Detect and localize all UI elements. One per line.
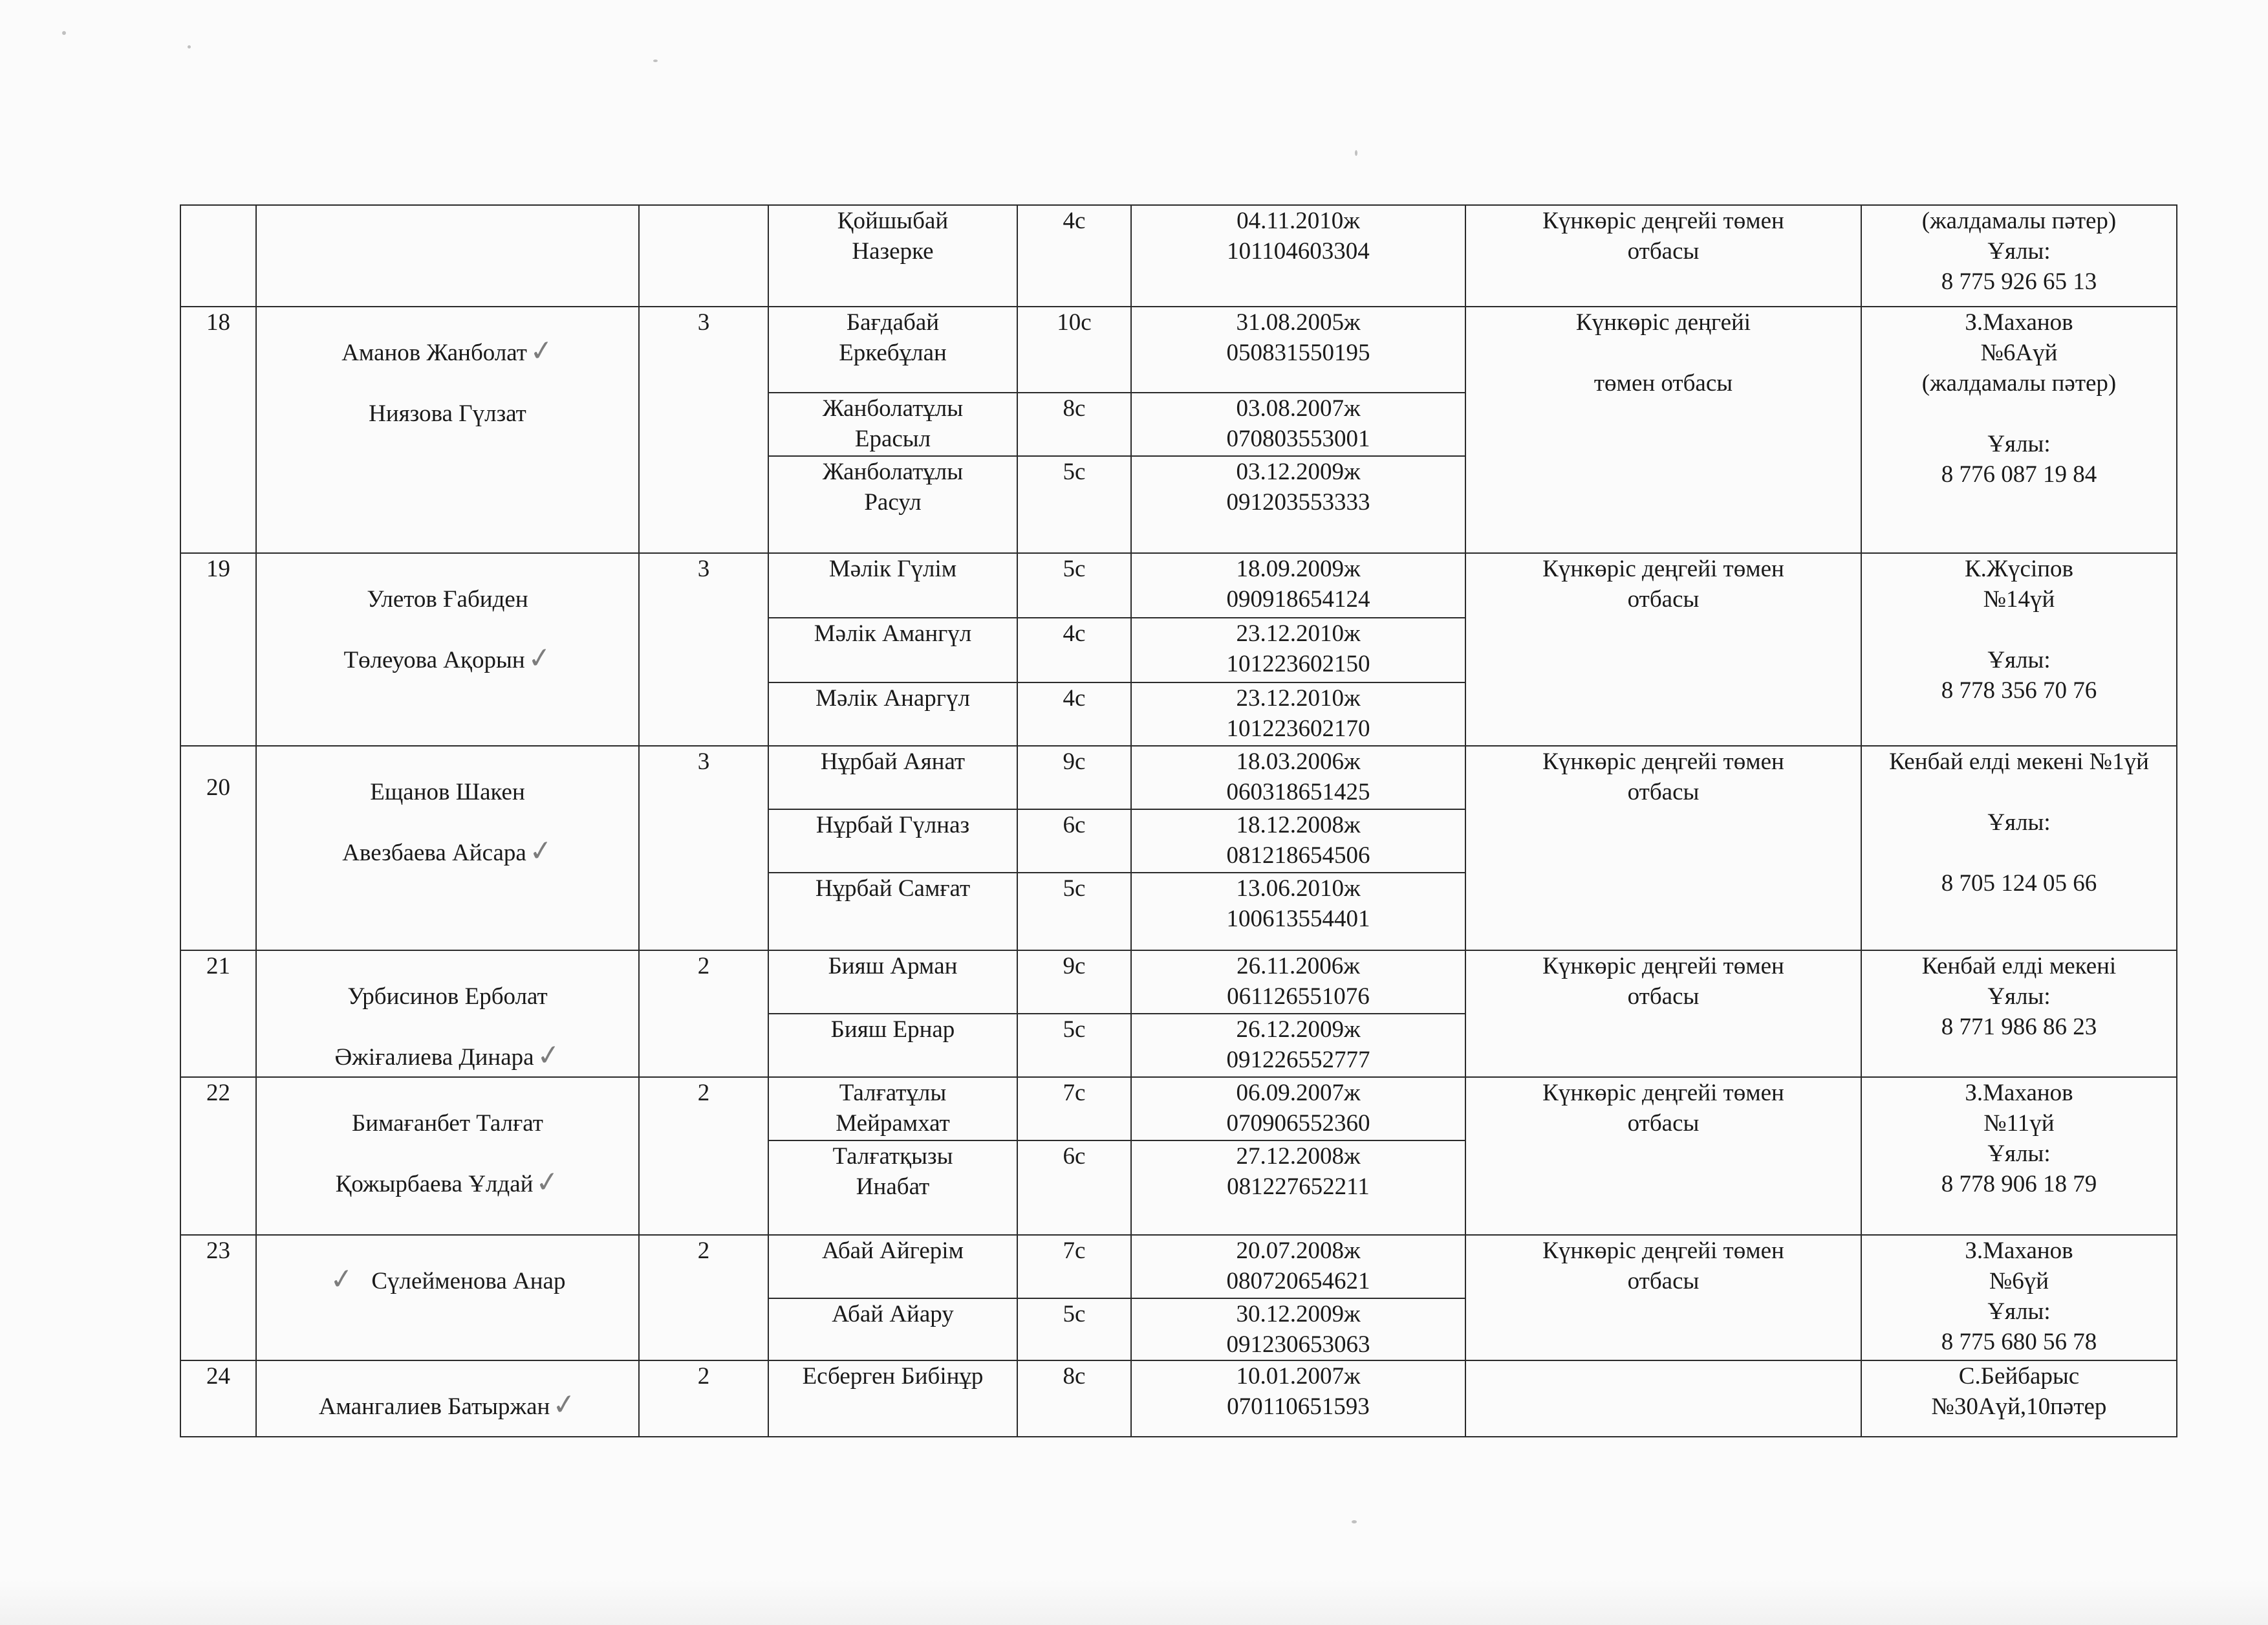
child-name-cell: Талғатұлы Мейрамхат bbox=[768, 1077, 1017, 1140]
address-cell: (жалдамалы пәтер) Ұялы: 8 775 926 65 13 bbox=[1861, 205, 2177, 307]
child-name-cell: Жанболатұлы Ерасыл bbox=[768, 393, 1017, 456]
checkmark-icon: ✓ bbox=[528, 333, 556, 369]
child-name-cell: Жанболатұлы Расул bbox=[768, 456, 1017, 553]
parent-name: Авезбаева Айсара bbox=[342, 840, 526, 866]
parents-cell bbox=[256, 1235, 639, 1360]
children-count-cell: 2 bbox=[639, 1360, 768, 1437]
child-birth-cell: 26.11.2006ж 061126551076 bbox=[1131, 950, 1465, 1014]
family-status-cell: Күнкөріс деңгейі төмен отбасы bbox=[1465, 307, 1861, 553]
child-name-cell: Абай Айару bbox=[768, 1298, 1017, 1360]
parent-name: Төлеуова Ақорын bbox=[343, 647, 525, 673]
family-number-cell: 22 bbox=[180, 1077, 256, 1235]
checkmark-icon: ✓ bbox=[534, 1164, 561, 1200]
child-class-cell: 7с bbox=[1017, 1077, 1131, 1140]
parents-cell bbox=[256, 1360, 639, 1437]
child-name-cell: Бағдабай Еркебұлан bbox=[768, 307, 1017, 393]
checkmark-icon: ✓ bbox=[534, 1038, 562, 1073]
child-name-cell: Есберген Бибінұр bbox=[768, 1360, 1017, 1437]
child-birth-cell: 23.12.2010ж 101223602150 bbox=[1131, 618, 1465, 682]
child-name-cell: Бияш Арман bbox=[768, 950, 1017, 1014]
parents-cell bbox=[256, 307, 639, 553]
children-count-cell: 2 bbox=[639, 1077, 768, 1235]
table-row bbox=[180, 553, 2177, 618]
scan-speck bbox=[62, 31, 66, 35]
family-status-cell: Күнкөріс деңгейі төмен отбасы bbox=[1465, 1077, 1861, 1235]
address-cell: З.Маханов №6үй Ұялы: 8 775 680 56 78 bbox=[1861, 1235, 2177, 1360]
family-status-cell: Күнкөріс деңгейі төмен отбасы bbox=[1465, 746, 1861, 950]
address-cell: Кенбай елді мекені №1үй Ұялы: 8 705 124 05 66 bbox=[1861, 746, 2177, 950]
table-row bbox=[180, 1360, 2177, 1437]
parent-name: Ниязова Гүлзат bbox=[369, 400, 526, 427]
family-number-cell: 24 bbox=[180, 1360, 256, 1437]
parents-cell bbox=[256, 1077, 639, 1235]
parent-name: Аманов Жанболат bbox=[341, 340, 527, 366]
table-row bbox=[180, 307, 2177, 393]
checkmark-icon: ✓ bbox=[526, 640, 554, 676]
child-name-cell: Қойшыбай Назерке bbox=[768, 205, 1017, 307]
children-count-cell: 3 bbox=[639, 307, 768, 553]
child-name-cell: Нұрбай Аянат bbox=[768, 746, 1017, 809]
child-birth-cell: 27.12.2008ж 081227652211 bbox=[1131, 1140, 1465, 1235]
child-birth-cell: 13.06.2010ж 100613554401 bbox=[1131, 873, 1465, 950]
children-count-cell: 3 bbox=[639, 553, 768, 746]
child-class-cell: 5с bbox=[1017, 1014, 1131, 1077]
child-class-cell: 6с bbox=[1017, 1140, 1131, 1235]
address-cell: С.Бейбарыс №30Аүй,10пәтер bbox=[1861, 1360, 2177, 1437]
child-class-cell: 10с bbox=[1017, 307, 1131, 393]
child-name-cell: Абай Айгерім bbox=[768, 1235, 1017, 1298]
child-class-cell: 5с bbox=[1017, 456, 1131, 553]
child-name-cell: Талғатқызы Инабат bbox=[768, 1140, 1017, 1235]
parent-name: Улетов Ғабиден bbox=[367, 586, 528, 613]
family-number-cell: 19 bbox=[180, 553, 256, 746]
family-status-cell: Күнкөріс деңгейі төмен отбасы bbox=[1465, 950, 1861, 1077]
scan-speck bbox=[653, 60, 658, 62]
child-name-cell: Нұрбай Самғат bbox=[768, 873, 1017, 950]
parent-name: Әжіғалиева Динара bbox=[334, 1044, 534, 1071]
child-birth-cell: 18.09.2009ж 090918654124 bbox=[1131, 553, 1465, 618]
table-row bbox=[180, 1077, 2177, 1140]
checkmark-icon: ✓ bbox=[527, 833, 555, 869]
family-status-cell: Күнкөріс деңгейі төмен отбасы bbox=[1465, 553, 1861, 746]
child-class-cell: 5с bbox=[1017, 873, 1131, 950]
family-registry-table bbox=[180, 204, 2177, 1437]
child-class-cell: 5с bbox=[1017, 1298, 1131, 1360]
child-birth-cell: 04.11.2010ж 101104603304 bbox=[1131, 205, 1465, 307]
address-cell: Кенбай елді мекені Ұялы: 8 771 986 86 23 bbox=[1861, 950, 2177, 1077]
child-class-cell: 8с bbox=[1017, 1360, 1131, 1437]
child-birth-cell: 03.12.2009ж 091203553333 bbox=[1131, 456, 1465, 553]
child-class-cell: 8с bbox=[1017, 393, 1131, 456]
child-birth-cell: 06.09.2007ж 070906552360 bbox=[1131, 1077, 1465, 1140]
family-status-cell: Күнкөріс деңгейі төмен отбасы bbox=[1465, 1235, 1861, 1360]
child-birth-cell: 03.08.2007ж 070803553001 bbox=[1131, 393, 1465, 456]
child-class-cell: 4с bbox=[1017, 205, 1131, 307]
parent-name: Қожырбаева Ұлдай bbox=[335, 1171, 534, 1197]
child-birth-cell: 30.12.2009ж 091230653063 bbox=[1131, 1298, 1465, 1360]
child-name-cell: Бияш Ернар bbox=[768, 1014, 1017, 1077]
children-count-cell bbox=[639, 205, 768, 307]
parents-cell bbox=[256, 553, 639, 746]
table-row bbox=[180, 950, 2177, 1014]
parent-name: Амангалиев Батыржан bbox=[318, 1393, 550, 1420]
child-birth-cell: 18.03.2006ж 060318651425 bbox=[1131, 746, 1465, 809]
child-class-cell: 6с bbox=[1017, 809, 1131, 873]
child-birth-cell: 20.07.2008ж 080720654621 bbox=[1131, 1235, 1465, 1298]
family-number-cell bbox=[180, 205, 256, 307]
parent-name: Сүлейменова Анар bbox=[371, 1268, 566, 1294]
child-birth-cell: 26.12.2009ж 091226552777 bbox=[1131, 1014, 1465, 1077]
parents-cell bbox=[256, 746, 639, 950]
scan-speck bbox=[188, 45, 191, 49]
child-class-cell: 7с bbox=[1017, 1235, 1131, 1298]
child-class-cell: 4с bbox=[1017, 682, 1131, 746]
child-name-cell: Мәлік Амангүл bbox=[768, 618, 1017, 682]
family-number-cell: 18 bbox=[180, 307, 256, 553]
scan-bottom-shadow bbox=[0, 1580, 2268, 1625]
checkmark-icon: ✓ bbox=[550, 1387, 578, 1423]
child-class-cell: 5с bbox=[1017, 553, 1131, 618]
table-row bbox=[180, 746, 2177, 809]
parents-cell bbox=[256, 950, 639, 1077]
child-class-cell: 9с bbox=[1017, 746, 1131, 809]
child-name-cell: Нұрбай Гүлназ bbox=[768, 809, 1017, 873]
child-class-cell: 9с bbox=[1017, 950, 1131, 1014]
family-status-cell: Күнкөріс деңгейі төмен отбасы bbox=[1465, 205, 1861, 307]
parent-name: Бимағанбет Талғат bbox=[352, 1110, 543, 1137]
parent-name: Ещанов Шакен bbox=[370, 779, 525, 805]
table-row bbox=[180, 205, 2177, 307]
child-class-cell: 4с bbox=[1017, 618, 1131, 682]
children-count-cell: 3 bbox=[639, 746, 768, 950]
child-name-cell: Мәлік Гүлім bbox=[768, 553, 1017, 618]
parent-name: Урбисинов Ерболат bbox=[347, 983, 548, 1010]
family-number-cell: 20 bbox=[180, 746, 256, 950]
address-cell: К.Жүсіпов №14үй Ұялы: 8 778 356 70 76 bbox=[1861, 553, 2177, 746]
child-birth-cell: 31.08.2005ж 050831550195 bbox=[1131, 307, 1465, 393]
children-count-cell: 2 bbox=[639, 1235, 768, 1360]
child-birth-cell: 23.12.2010ж 101223602170 bbox=[1131, 682, 1465, 746]
table-row bbox=[180, 1235, 2177, 1298]
child-birth-cell: 10.01.2007ж 070110651593 bbox=[1131, 1360, 1465, 1437]
family-number-cell: 21 bbox=[180, 950, 256, 1077]
address-cell: З.Маханов №11үй Ұялы: 8 778 906 18 79 bbox=[1861, 1077, 2177, 1235]
child-name-cell: Мәлік Анаргүл bbox=[768, 682, 1017, 746]
family-status-cell bbox=[1465, 1360, 1861, 1437]
children-count-cell: 2 bbox=[639, 950, 768, 1077]
scan-speck bbox=[1355, 150, 1357, 156]
parents-cell bbox=[256, 205, 639, 307]
child-birth-cell: 18.12.2008ж 081218654506 bbox=[1131, 809, 1465, 873]
scan-speck bbox=[1352, 1520, 1357, 1523]
address-cell: З.Маханов №6Аүй (жалдамалы пәтер) Ұялы: 8 776 087 19 84 bbox=[1861, 307, 2177, 553]
checkmark-icon: ✓ bbox=[327, 1261, 355, 1297]
family-number-cell: 23 bbox=[180, 1235, 256, 1360]
